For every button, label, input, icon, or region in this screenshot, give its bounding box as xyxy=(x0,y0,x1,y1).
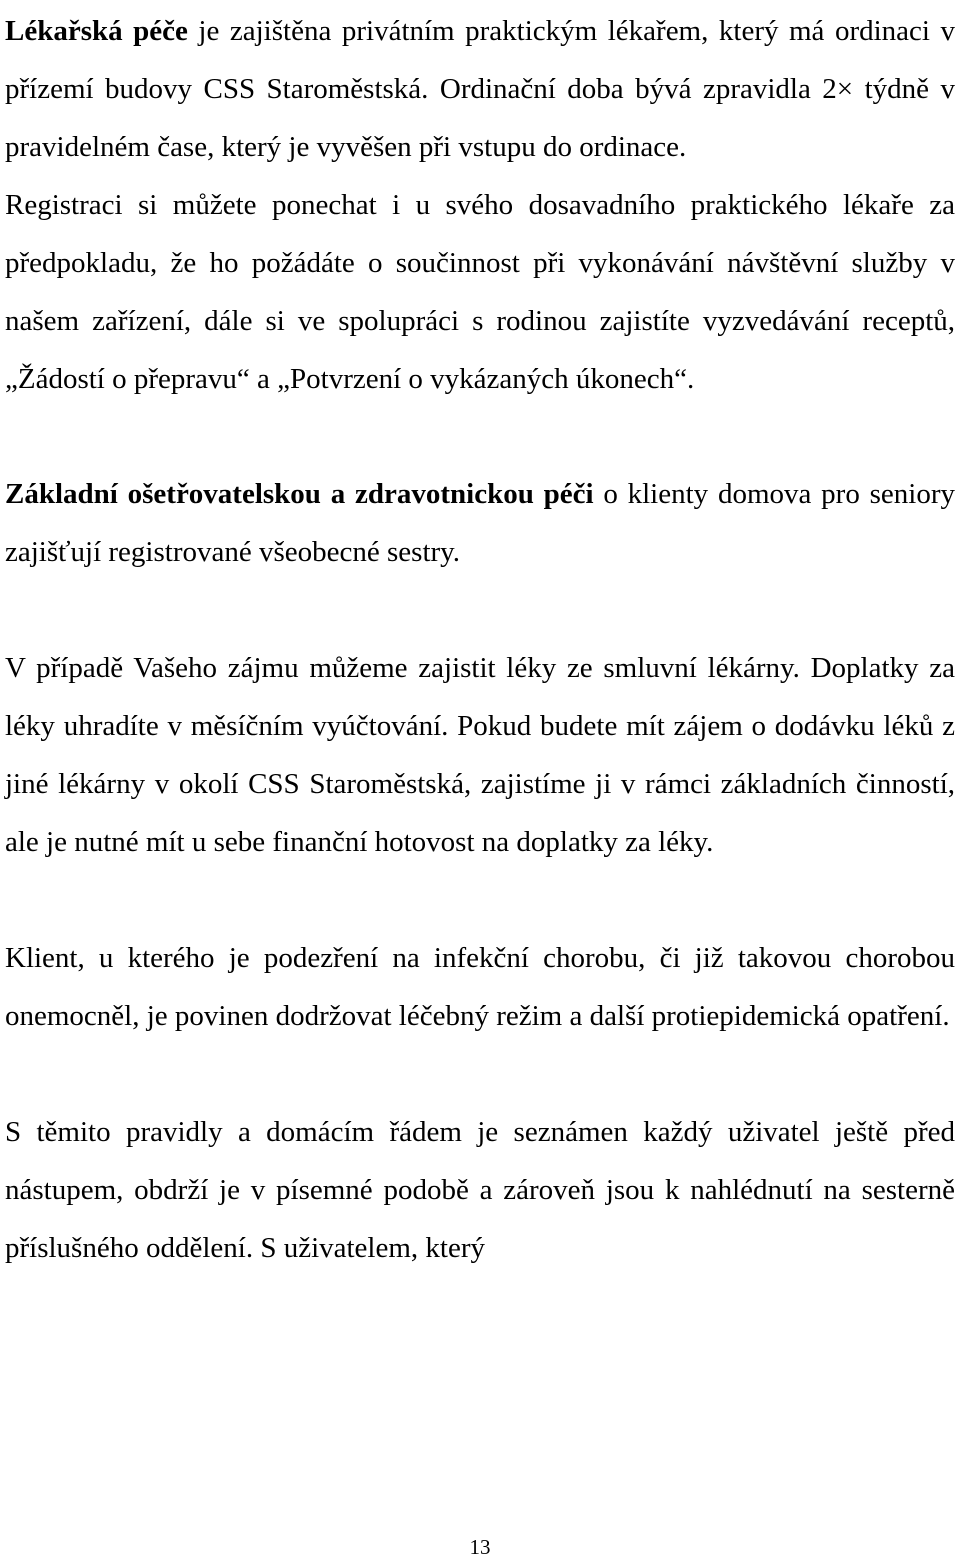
paragraph-text-rules: S těmito pravidly a domácím řádem je seznámen každý uživatel ještě před nástupem, obdrží je v písemné podobě a zároveň jsou k nahlédnutí na sesterně příslušného oddělení. S uživatelem, který xyxy=(5,1116,955,1264)
paragraph-registration xyxy=(5,176,955,408)
paragraph-text-medical-care: je zajištěna privátním praktickým lékařem, který má ordinaci v přízemí budovy CSS Staroměstská. Ordinační doba bývá zpravidla 2× týdně v pravidelném čase, který je vyvěšen při vstupu do ordinace. xyxy=(5,15,955,163)
document-page xyxy=(5,0,955,1277)
paragraph-lead-nursing-care: Základní ošetřovatelskou a zdravotnickou péči xyxy=(5,478,594,510)
paragraph-medical-care xyxy=(5,2,955,176)
paragraph-medicines xyxy=(5,639,955,871)
paragraph-text-registration: Registraci si můžete ponechat i u svého dosavadního praktického lékaře za předpokladu, že ho požádáte o součinnost při vykonávání návštěvní služby v našem zařízení, dále si ve spolupráci s rodinou zajistíte vyzvedávání receptů, „Žádostí o přepravu“ a „Potvrzení o vykázaných úkonech“. xyxy=(5,189,955,395)
page-number: 13 xyxy=(469,1535,491,1559)
paragraph-nursing-care xyxy=(5,465,955,581)
paragraph-lead-medical-care: Lékařská péče xyxy=(5,15,188,47)
paragraph-rules xyxy=(5,1103,955,1277)
paragraph-text-infection: Klient, u kterého je podezření na infekční chorobu, či již takovou chorobou onemocněl, je povinen dodržovat léčebný režim a další protiepidemická opatření. xyxy=(5,942,955,1032)
paragraph-text-nursing-care: o klienty domova pro seniory zajišťují registrované všeobecné sestry. xyxy=(5,478,955,568)
paragraph-text-medicines: V případě Vašeho zájmu můžeme zajistit léky ze smluvní lékárny. Doplatky za léky uhradíte v měsíčním vyúčtování. Pokud budete mít zájem o dodávku léků z jiné lékárny v okolí CSS Staroměstská, zajistíme ji v rámci základních činností, ale je nutné mít u sebe finanční hotovost na doplatky za léky. xyxy=(5,652,955,858)
paragraph-infection xyxy=(5,929,955,1045)
